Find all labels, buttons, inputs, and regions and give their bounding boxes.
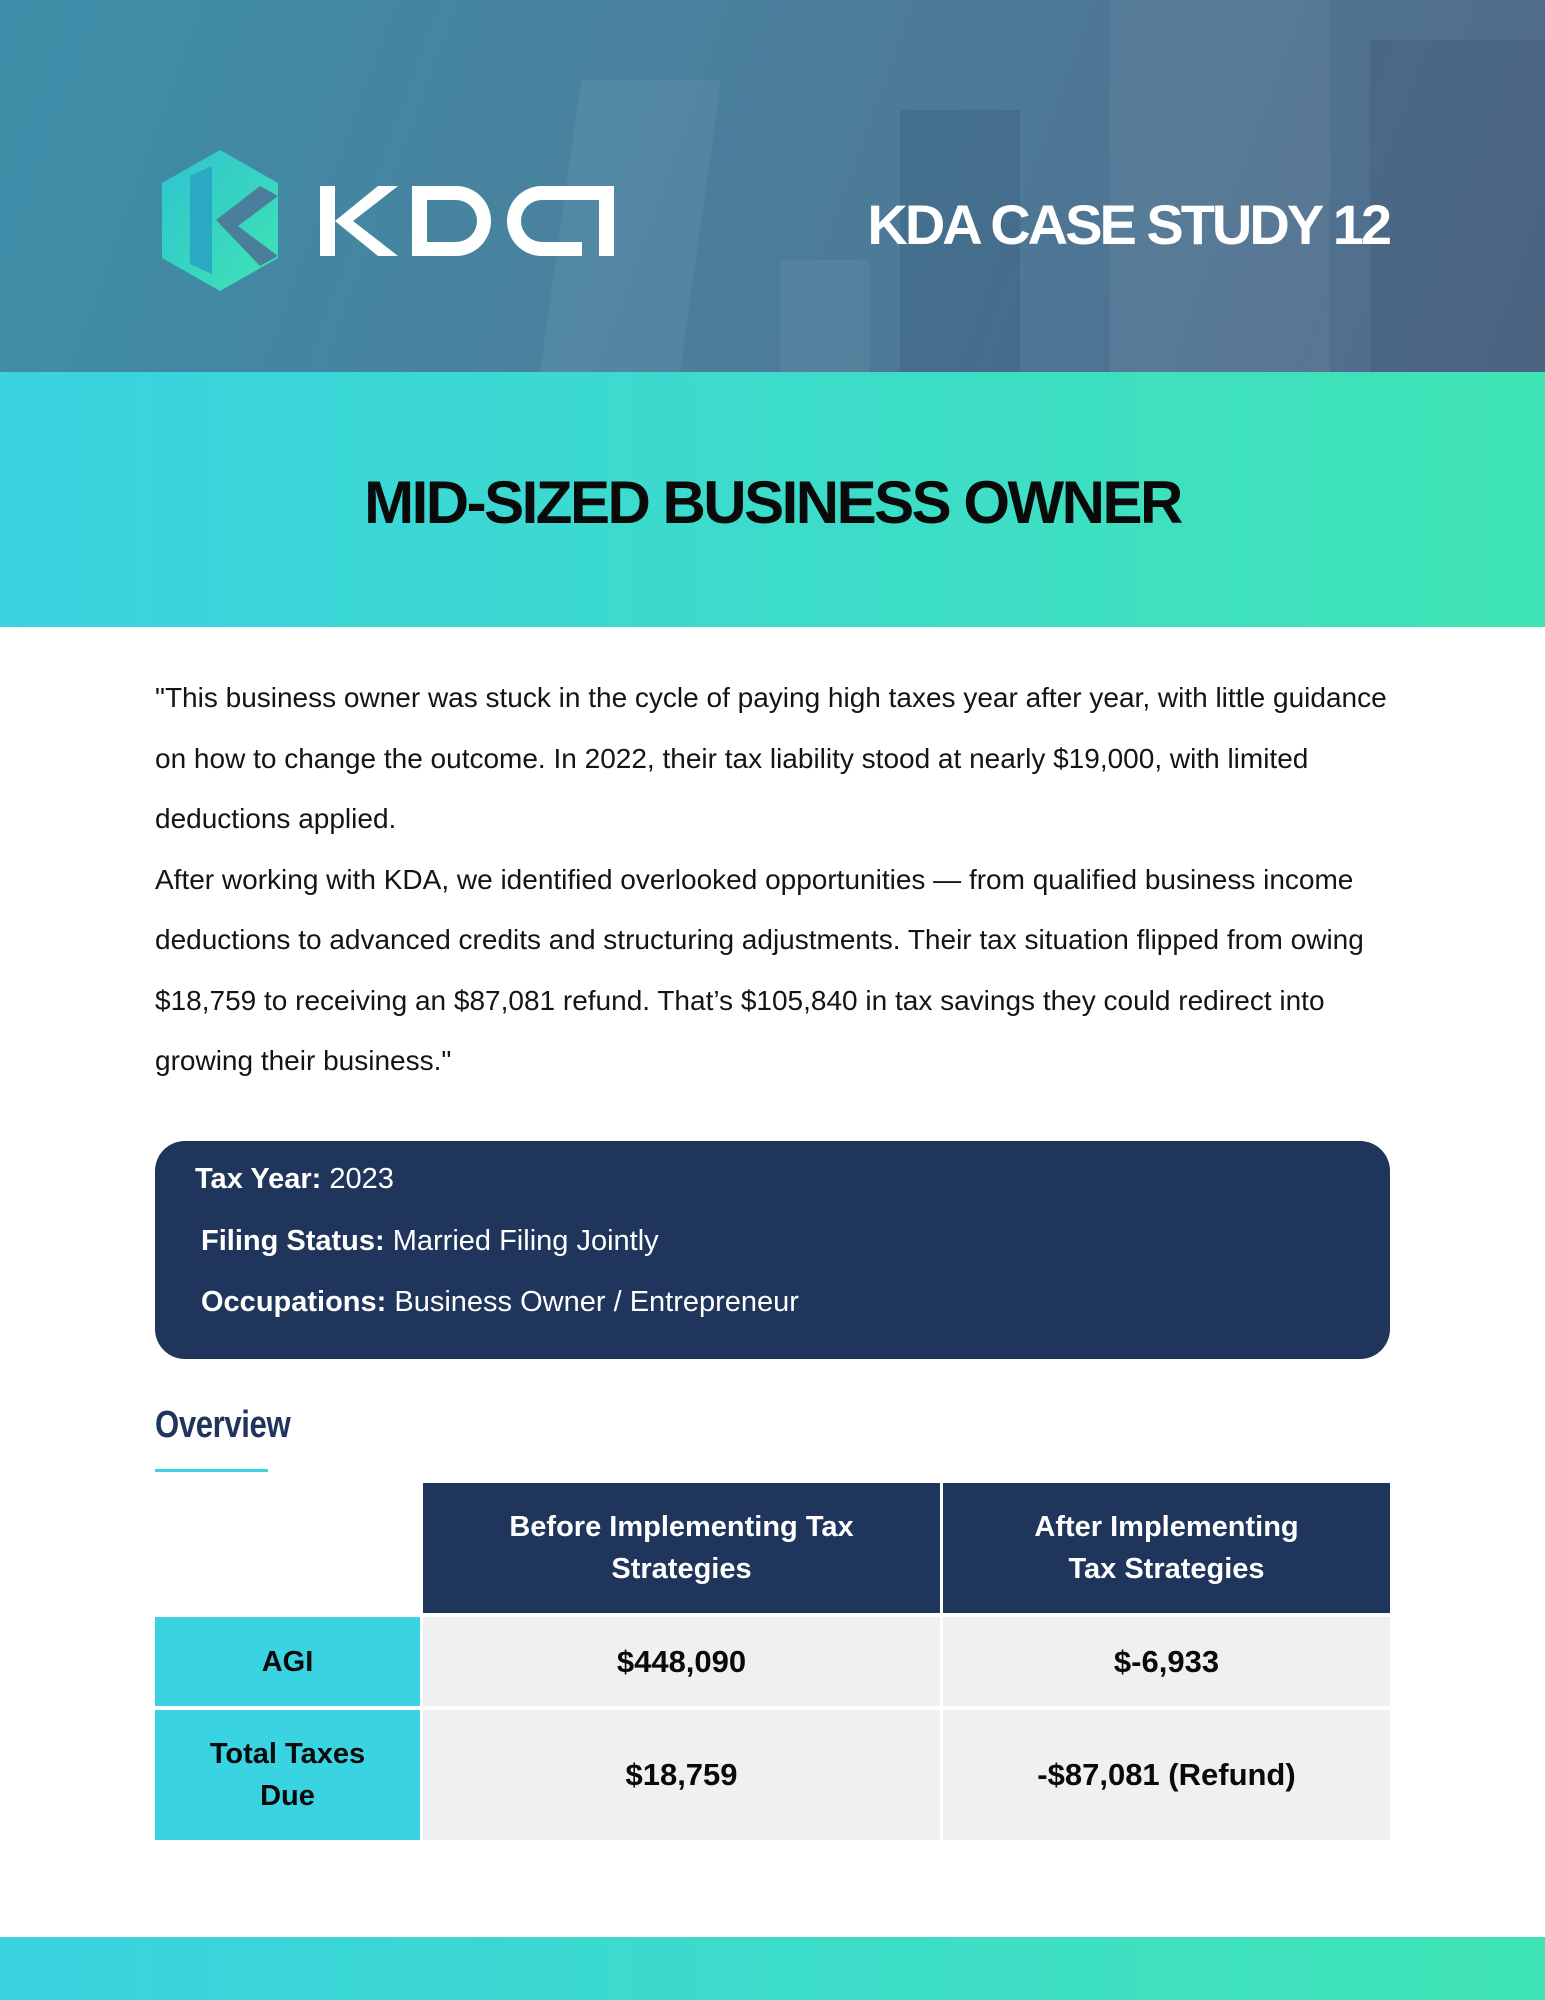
occupations-value: Business Owner / Entrepreneur [394,1286,799,1318]
column-header-after: After Implementing Tax Strategies [943,1483,1390,1613]
case-study-title: KDA CASE STUDY 12 [867,193,1389,256]
header [0,0,1545,372]
footer-bar [0,1937,1545,2000]
client-info-card [155,1141,1390,1359]
filing-status-row [201,1225,659,1258]
row-label-agi: AGI [155,1617,420,1706]
taxes-after-value: -$87,081 (Refund) [943,1710,1390,1840]
occupations-label: Occupations: [201,1286,387,1318]
heading-underline [155,1469,268,1472]
agi-after-value: $-6,933 [943,1617,1390,1706]
tax-year-value: 2023 [329,1163,394,1195]
page-title: MID-SIZED BUSINESS OWNER [364,469,1181,536]
tax-year-label: Tax Year: [195,1163,322,1195]
filing-status-value: Married Filing Jointly [392,1225,659,1257]
taxes-before-value: $18,759 [423,1710,940,1840]
building-shape [1110,0,1330,372]
case-quote [155,668,1405,1092]
building-shape [780,260,870,372]
agi-before-value: $448,090 [423,1617,940,1706]
building-shape [1370,40,1545,372]
occupations-row [201,1286,799,1319]
quote-paragraph: "This business owner was stuck in the cycle of paying high taxes year after year, with little guidance on how to change the outcome. In 2022, their tax liability stood at nearly $19,000, with limited deductions applied. [155,682,1387,834]
kda-logo [150,148,620,298]
overview-heading: Overview [155,1404,291,1446]
row-label-total-taxes: Total Taxes Due [155,1710,420,1840]
title-banner [0,372,1545,627]
tax-year-row [195,1163,394,1196]
quote-paragraph: After working with KDA, we identified overlooked opportunities — from qualified business income deductions to advanced credits and structuring adjustments. Their tax situation flipped from owing $18,759 to receiving an $87,081 refund. That’s $105,840 in tax savings they could redirect into growing their business." [155,863,1364,1076]
column-header-before: Before Implementing Tax Strategies [423,1483,940,1613]
filing-status-label: Filing Status: [201,1225,385,1257]
